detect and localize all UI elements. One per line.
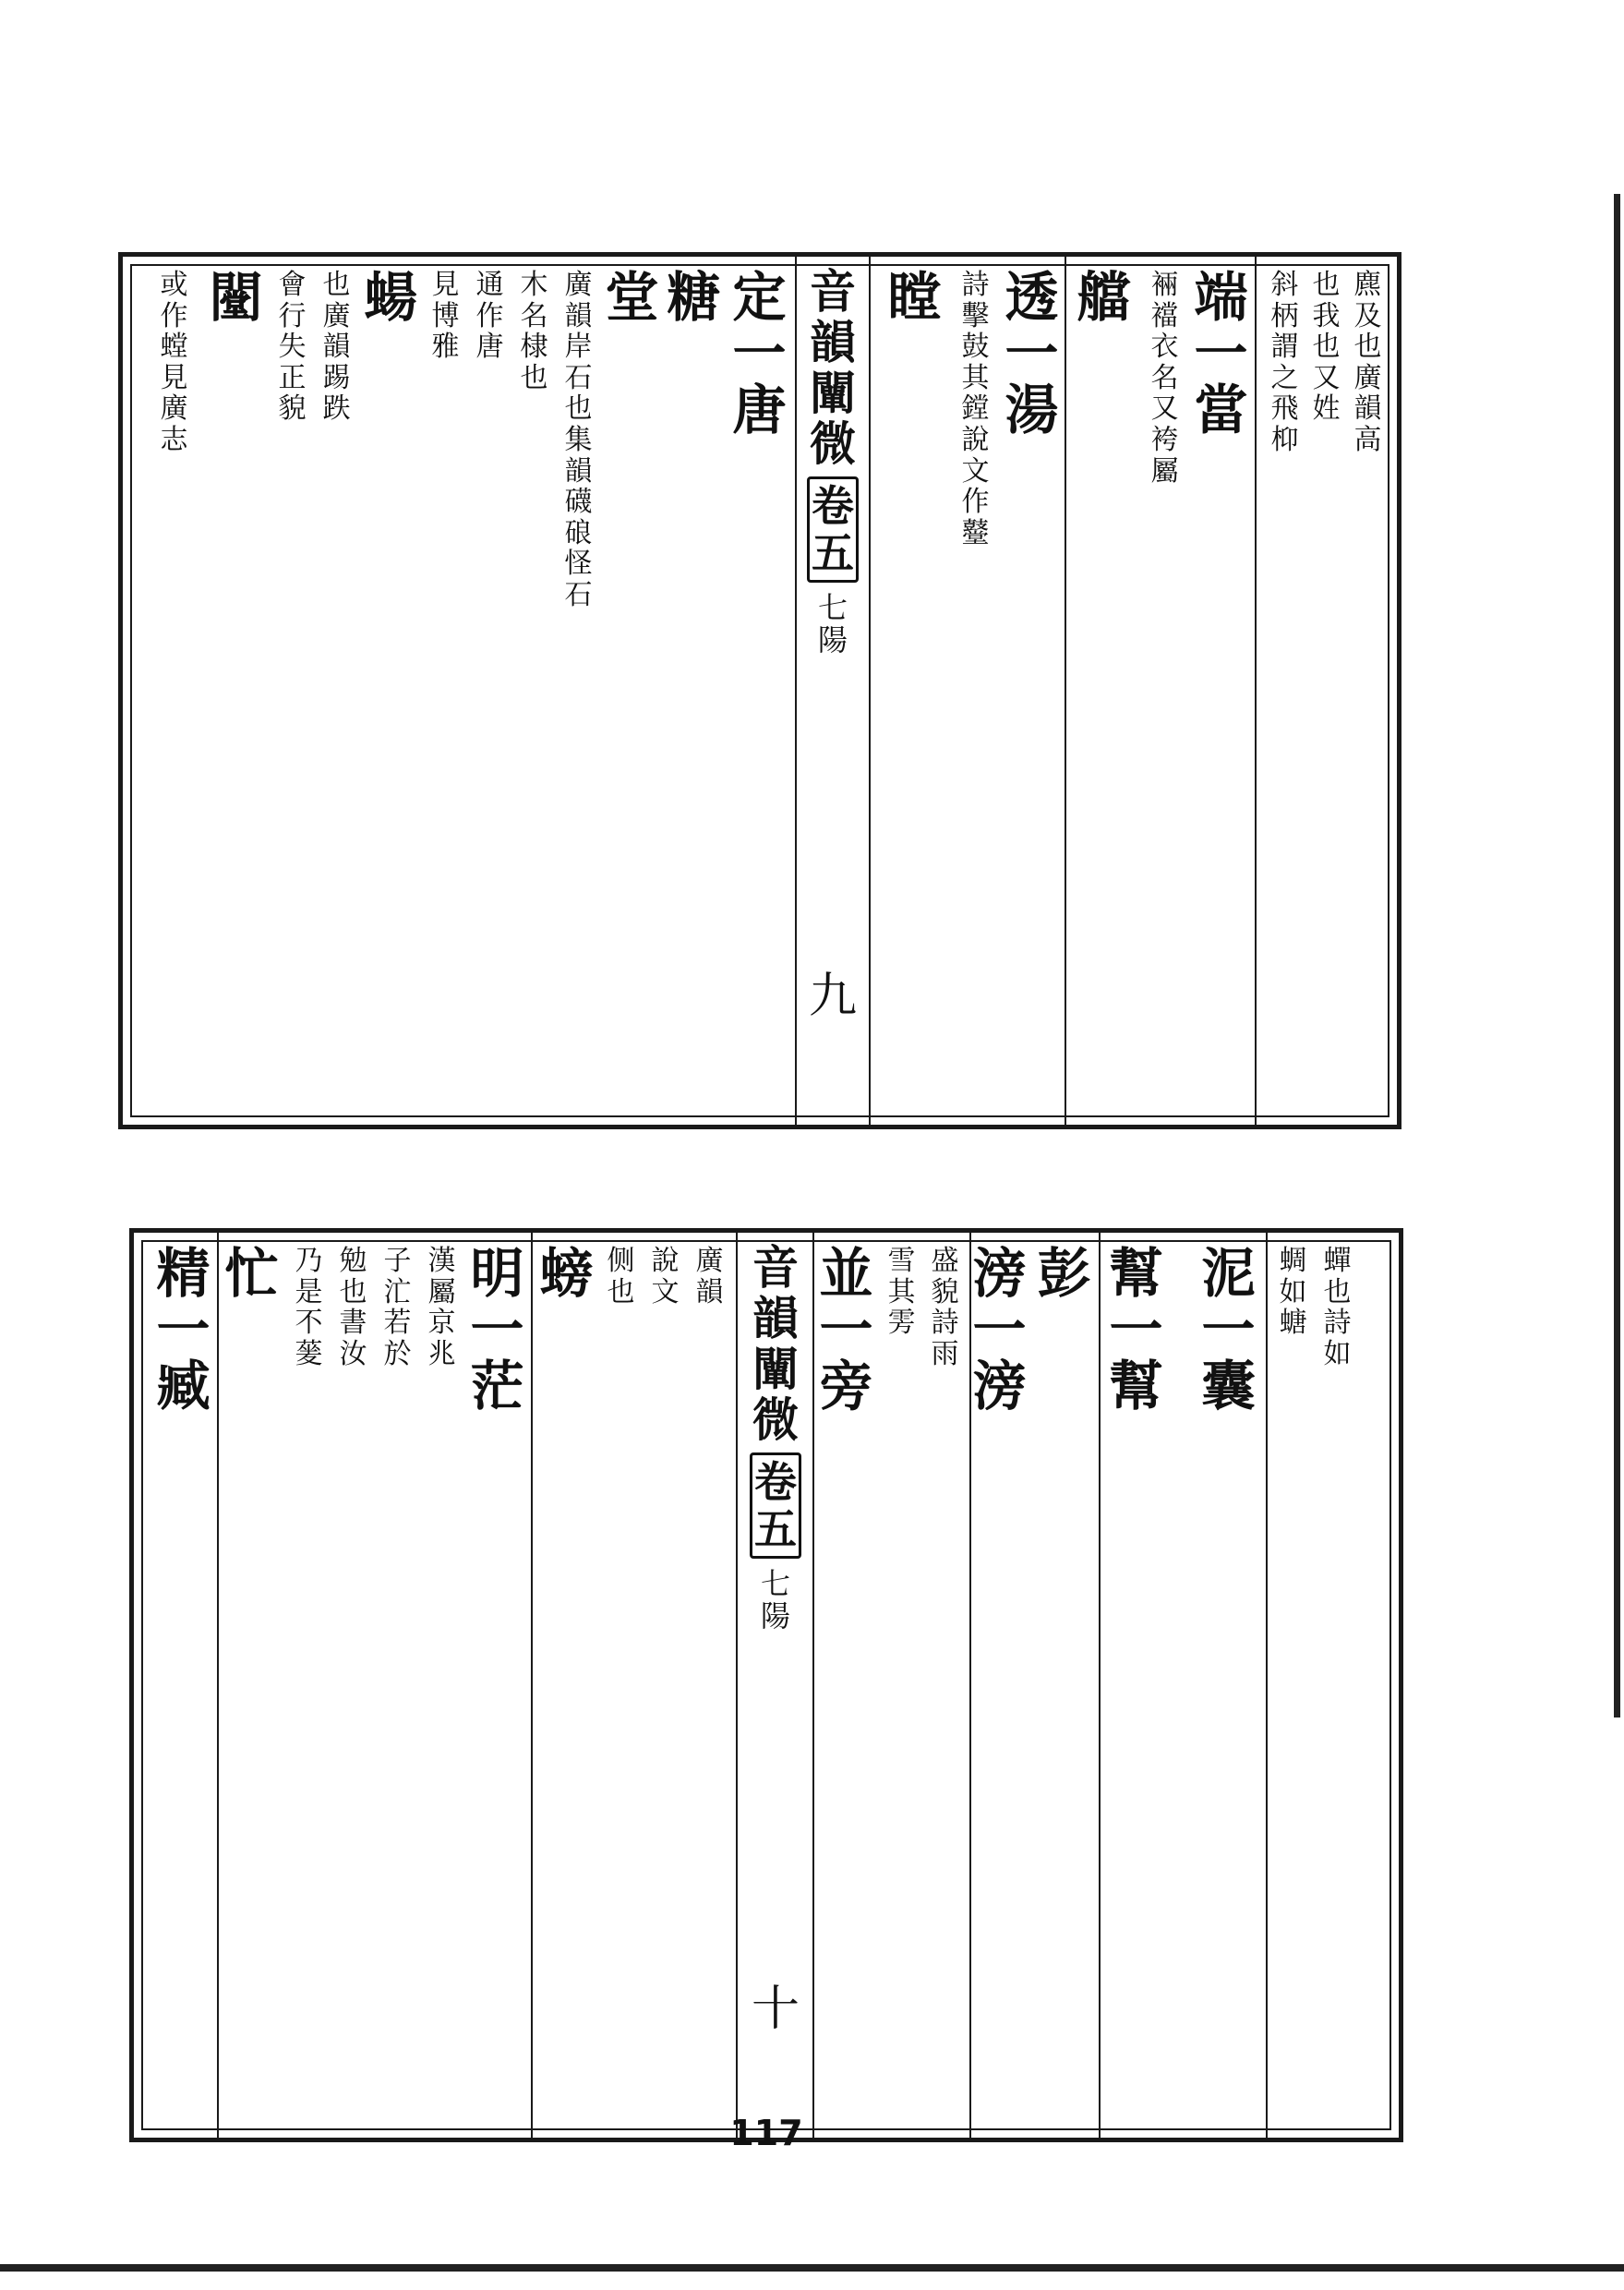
top-col-r0 xyxy=(1346,257,1390,1125)
entry-heading: 精 一 臧 xyxy=(156,1242,211,1417)
column-text: 詩 擊 鼓 其 鏜 說 文 作 鼞 xyxy=(961,269,991,549)
column-text: 通 作 唐 xyxy=(475,269,505,364)
center-rule-right xyxy=(812,1233,814,2138)
top-col-r8 xyxy=(880,257,950,1125)
entry-heading: 定 一 唐 xyxy=(732,266,788,441)
top-col-l11 xyxy=(150,257,198,1125)
column-text: 蜩 如 螗 xyxy=(1279,1245,1308,1340)
entry-heading: 闛 xyxy=(209,266,264,329)
entry-heading: 彭 xyxy=(1037,1242,1092,1305)
bottom-col-l10 xyxy=(152,1233,215,2138)
column-text: 也 我 也 又 姓 xyxy=(1312,269,1341,426)
top-col-r2 xyxy=(1263,257,1307,1125)
bottom-col-l2 xyxy=(599,1233,644,2138)
top-col-l6 xyxy=(424,257,468,1125)
entry-heading: 糖 xyxy=(667,266,722,329)
top-col-l2 xyxy=(603,257,662,1125)
top-col-r7 xyxy=(954,257,998,1125)
entry-heading: 艡 xyxy=(1077,266,1132,329)
column-text: 說 文 xyxy=(651,1245,680,1308)
bottom-center-title xyxy=(739,1233,812,2138)
top-col-r1 xyxy=(1305,257,1349,1125)
bottom-page-panel xyxy=(129,1228,1403,2142)
column-text: 子 汒 若 於 xyxy=(383,1245,413,1370)
column-text: 或 作 螳 見 廣 志 xyxy=(160,269,189,456)
column-rule xyxy=(1255,257,1257,1125)
top-col-l9 xyxy=(271,257,315,1125)
bottom-col-l9 xyxy=(221,1233,283,2138)
entry-heading: 蝪 xyxy=(364,266,419,329)
top-col-l10 xyxy=(204,257,269,1125)
top-col-l8 xyxy=(315,257,359,1125)
volume-label: 卷 五 xyxy=(807,476,859,583)
column-text: 侧 也 xyxy=(607,1245,636,1308)
column-text: 蟬 也 詩 如 xyxy=(1323,1245,1353,1370)
top-col-l4 xyxy=(512,257,557,1125)
top-center-title xyxy=(797,257,869,1125)
bottom-col-l0 xyxy=(688,1233,732,2138)
column-text: 雪 其 雱 xyxy=(887,1245,917,1340)
column-rule xyxy=(217,1233,219,2138)
column-rule xyxy=(1099,1233,1101,2138)
bottom-col-l3 xyxy=(536,1233,597,2138)
bottom-col-l7 xyxy=(331,1233,376,2138)
top-col-l5 xyxy=(468,257,512,1125)
bottom-col-r2 xyxy=(1196,1233,1262,2138)
column-text: 廣 韻 岸 石 也 集 韻 礣 硠 怪 石 xyxy=(564,269,594,611)
folio-number: 十 xyxy=(751,1981,800,2037)
entry-heading: 明 一 茫 xyxy=(470,1242,525,1417)
book-title: 音 韻 闡 微 xyxy=(810,264,856,471)
column-rule xyxy=(1065,257,1066,1125)
center-rule-left xyxy=(736,1233,738,2138)
entry-heading: 透 一 湯 xyxy=(1004,266,1060,441)
bottom-col-r8 xyxy=(815,1233,878,2138)
bottom-col-r3 xyxy=(1103,1233,1170,2138)
top-page-panel xyxy=(118,252,1401,1129)
bottom-col-l6 xyxy=(376,1233,420,2138)
page-number: 117 xyxy=(729,2113,803,2153)
bottom-col-l8 xyxy=(287,1233,331,2138)
column-text: 廣 韻 xyxy=(695,1245,725,1308)
column-text: 麃 及 也 廣 韻 高 xyxy=(1353,269,1383,456)
center-rule-right xyxy=(869,257,871,1125)
column-text: 也 廣 韻 踢 跌 xyxy=(322,269,352,426)
column-text: 木 名 棣 也 xyxy=(520,269,549,394)
column-rule xyxy=(1266,1233,1268,2138)
bottom-col-r7 xyxy=(880,1233,924,2138)
top-col-l1 xyxy=(663,257,726,1125)
bottom-col-r5 xyxy=(969,1233,1030,2138)
column-text: 漢 屬 京 兆 xyxy=(427,1245,457,1370)
page-edge-right xyxy=(1614,194,1620,1718)
column-rule xyxy=(531,1233,533,2138)
column-text: 乃 是 不 蓌 xyxy=(295,1245,324,1370)
section-label: 七 陽 xyxy=(817,590,848,658)
entry-heading: 瞠 xyxy=(887,266,943,329)
entry-heading: 泥 一 囊 xyxy=(1201,1242,1257,1417)
column-text: 會 行 失 正 貌 xyxy=(278,269,307,426)
center-rule-left xyxy=(795,257,797,1125)
top-col-r5 xyxy=(1069,257,1139,1125)
top-col-l7 xyxy=(361,257,422,1125)
book-title: 音 韻 闡 微 xyxy=(752,1240,799,1447)
page-edge-bottom xyxy=(0,2264,1624,2272)
top-col-l0 xyxy=(728,257,792,1125)
volume-label: 卷 五 xyxy=(750,1452,801,1559)
top-col-r6 xyxy=(1000,257,1065,1125)
bottom-col-r1 xyxy=(1271,1233,1316,2138)
entry-heading: 並 一 旁 xyxy=(819,1242,874,1417)
folio-number: 九 xyxy=(808,968,857,1024)
column-text: 斜 柄 謂 之 飛 枊 xyxy=(1270,269,1300,456)
entry-heading: 滂 一 滂 xyxy=(972,1242,1028,1417)
entry-heading: 忙 xyxy=(224,1242,280,1305)
bottom-col-l1 xyxy=(644,1233,688,2138)
bottom-col-l4 xyxy=(466,1233,529,2138)
entry-heading: 幫 一 幫 xyxy=(1109,1242,1164,1417)
column-text: 勉 也 書 汝 xyxy=(339,1245,368,1370)
column-text: 裲 襠 衣 名 又 袴 屬 xyxy=(1150,269,1180,488)
bottom-col-l5 xyxy=(420,1233,464,2138)
bottom-col-r4 xyxy=(1034,1233,1095,2138)
entry-heading: 螃 xyxy=(539,1242,595,1305)
entry-heading: 端 一 當 xyxy=(1194,266,1249,441)
entry-heading: 堂 xyxy=(605,266,660,329)
bottom-col-r0 xyxy=(1316,1233,1360,2138)
top-col-r4 xyxy=(1143,257,1187,1125)
bottom-col-r6 xyxy=(923,1233,968,2138)
column-text: 盛 貌 詩 雨 xyxy=(931,1245,960,1370)
section-label: 七 陽 xyxy=(760,1566,790,1634)
column-text: 見 博 雅 xyxy=(431,269,461,364)
top-col-l3 xyxy=(557,257,601,1125)
top-col-r3 xyxy=(1189,257,1254,1125)
